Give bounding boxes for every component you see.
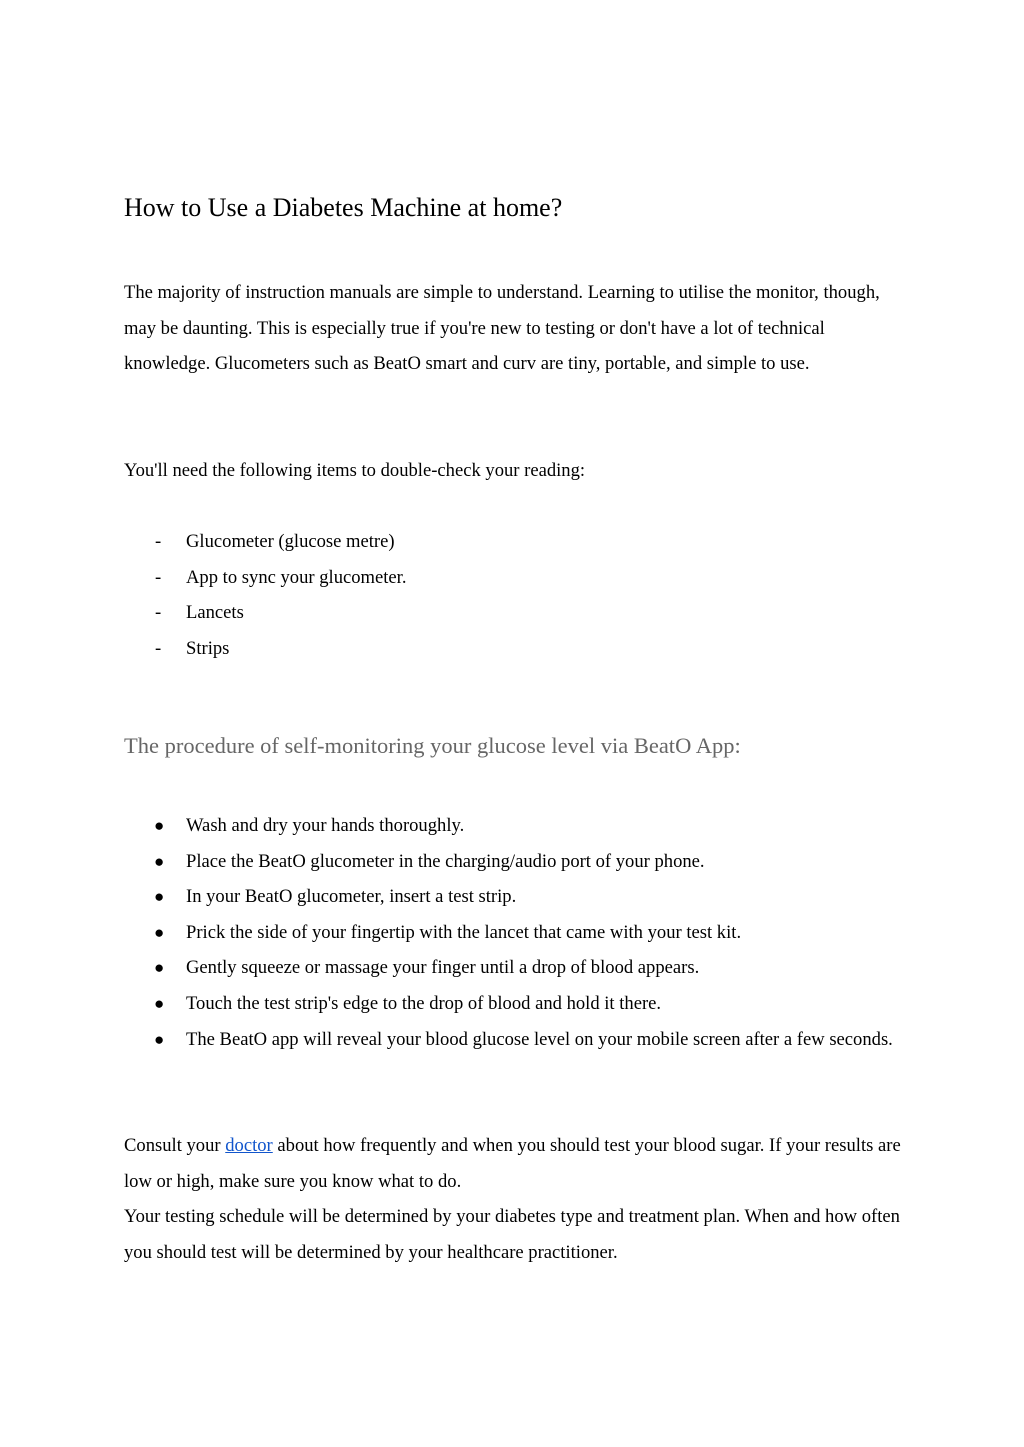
items-intro-paragraph: You'll need the following items to double-check your reading: — [124, 460, 586, 481]
list-item — [124, 560, 904, 596]
list-item — [124, 808, 904, 844]
bullet-icon: ● — [154, 958, 165, 978]
list-item-text: Wash and dry your hands thoroughly. — [186, 815, 465, 836]
testing-schedule-text: Your testing schedule will be determined by your diabetes type and treatment plan. When and how often you should test will be determined by your healthcare practitioner. — [124, 1206, 900, 1263]
list-item — [124, 595, 904, 631]
list-item — [124, 986, 904, 1022]
list-item-text: Strips — [186, 637, 230, 659]
list-item — [124, 1022, 904, 1058]
required-items-list — [124, 524, 904, 666]
consult-text-before-link: Consult your — [124, 1135, 226, 1156]
list-item-text: The BeatO app will reveal your blood glucose level on your mobile screen after a few seconds. — [186, 1028, 893, 1050]
list-item — [124, 879, 904, 915]
bullet-icon: ● — [154, 922, 165, 942]
document-title: How to Use a Diabetes Machine at home? — [124, 193, 563, 222]
list-item — [124, 631, 904, 667]
list-item-text: Gently squeeze or massage your finger until a drop of blood appears. — [186, 957, 700, 979]
intro-paragraph: The majority of instruction manuals are simple to understand. Learning to utilise the monitor, though, may be daunting. This is especially true if you're new to testing or don't have a lot of technical knowledge. Glucometers such as BeatO smart and curv are tiny, portable, and simple to use. — [124, 282, 880, 375]
doctor-link[interactable]: doctor — [225, 1135, 273, 1156]
list-item-text: Place the BeatO glucometer in the charging/audio port of your phone. — [186, 850, 705, 872]
list-item-text: Lancets — [186, 602, 244, 624]
consult-text-after-link: about how frequently and when you should test your blood sugar. If your results are low or high, make sure you know what to do. — [124, 1135, 901, 1192]
list-item-text: Glucometer (glucose metre) — [186, 531, 395, 552]
consult-paragraph — [124, 1128, 904, 1270]
list-item — [124, 950, 904, 986]
list-item — [124, 915, 904, 951]
bullet-icon: ● — [154, 816, 165, 835]
bullet-icon: ● — [154, 1029, 165, 1049]
procedure-steps-list — [124, 808, 904, 1057]
dash-marker: - — [155, 602, 162, 624]
list-item-text: Touch the test strip's edge to the drop of blood and hold it there. — [186, 992, 662, 1014]
dash-marker: - — [155, 637, 162, 659]
list-item — [124, 524, 904, 560]
bullet-icon: ● — [154, 887, 165, 907]
procedure-heading: The procedure of self-monitoring your glucose level via BeatO App: — [124, 733, 741, 758]
list-item-text: App to sync your glucometer. — [186, 566, 407, 588]
dash-marker: - — [155, 531, 162, 552]
bullet-icon: ● — [154, 993, 165, 1013]
list-item-text: Prick the side of your fingertip with the lancet that came with your test kit. — [186, 921, 742, 943]
bullet-icon: ● — [154, 851, 165, 871]
list-item — [124, 844, 904, 880]
dash-marker: - — [155, 566, 162, 588]
list-item-text: In your BeatO glucometer, insert a test strip. — [186, 886, 517, 908]
